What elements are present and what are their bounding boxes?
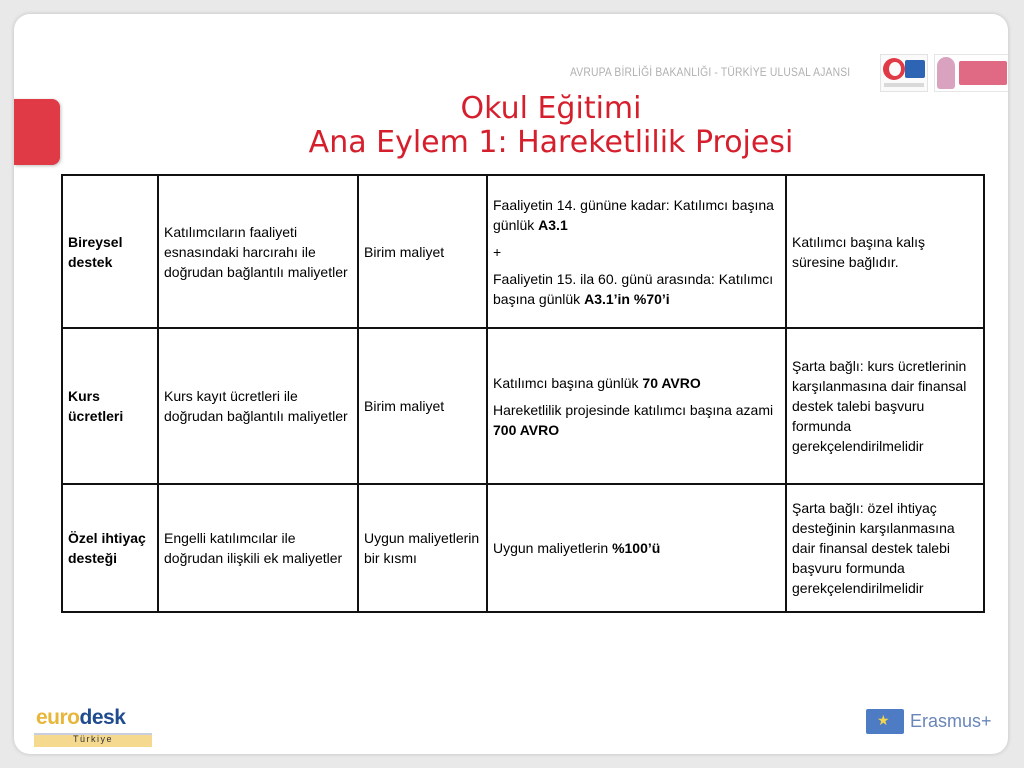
amount-value: A3.1 xyxy=(538,216,568,233)
amount-value: %100’ü xyxy=(612,540,661,556)
row-heading: Bireysel destek xyxy=(62,175,158,328)
accent-tab xyxy=(14,99,60,165)
eurodesk-logo xyxy=(34,706,152,750)
figure-icon xyxy=(937,57,955,89)
funding-mechanism: Birim maliyet xyxy=(358,175,487,328)
agency-name: AVRUPA BİRLİĞİ BAKANLIĞI - TÜRKİYE ULUSAL AJANSI xyxy=(570,65,851,79)
row-heading: Özel ihtiyaç desteği xyxy=(62,484,158,612)
amount-text: Katılımcı başına günlük xyxy=(493,374,643,391)
eu-flag-icon xyxy=(866,709,904,734)
title-line-1: Okul Eğitimi xyxy=(460,91,642,126)
erasmus-logo xyxy=(866,709,996,735)
eu-flag-icon xyxy=(905,60,925,78)
amount-text: Faaliyetin 14. gününe kadar: Katılımcı başına günlük xyxy=(493,196,774,233)
amount-paragraph xyxy=(493,373,780,393)
amount-value: A3.1’in %70’i xyxy=(584,290,670,307)
eurodesk-word-desk: desk xyxy=(79,706,126,729)
turkish-flag-icon xyxy=(883,58,905,80)
cost-description: Katılımcıların faaliyeti esnasındaki harcırahı ile doğrudan bağlantılı maliyetler xyxy=(158,175,358,328)
logo-caption xyxy=(884,83,924,87)
amount-paragraph xyxy=(493,538,780,558)
amount-value: 700 AVRO xyxy=(493,421,560,438)
plus-sign: + xyxy=(493,243,502,260)
amount-text: Hareketlilik projesinde katılımcı başına azami xyxy=(493,401,774,418)
amount-text: Faaliyetin 15. ila 60. günü arasında: Katılımcı başına günlük xyxy=(493,270,774,307)
funding-amount xyxy=(487,328,786,484)
amount-paragraph xyxy=(493,269,780,309)
allocation-rule: Katılımcı başına kalış süresine bağlıdır. xyxy=(786,175,984,328)
funding-table xyxy=(61,174,985,613)
slide xyxy=(14,14,1008,754)
allocation-rule: Şarta bağlı: kurs ücretlerinin karşılanmasına dair finansal destek talebi başvuru formunda gerekçelendirilmelidir xyxy=(786,328,984,484)
eurodesk-wordmark xyxy=(36,706,125,730)
youth-agency-logo xyxy=(934,54,1008,92)
funding-amount xyxy=(487,484,786,612)
erasmus-wordmark: Erasmus+ xyxy=(910,711,992,731)
row-heading: Kurs ücretleri xyxy=(62,328,158,484)
eurodesk-word-euro: euro xyxy=(36,706,80,729)
eurodesk-country: Türkiye xyxy=(72,734,113,744)
funding-amount xyxy=(487,175,786,328)
page-title xyxy=(214,92,888,160)
table-row xyxy=(62,484,984,612)
allocation-rule: Şarta bağlı: özel ihtiyaç desteğinin karşılanmasına dair finansal destek talebi başvuru formunda gerekçelendirilmelidir xyxy=(786,484,984,612)
cost-description: Engelli katılımcılar ile doğrudan ilişkili ek maliyetler xyxy=(158,484,358,612)
amount-value: 70 AVRO xyxy=(642,374,701,391)
table-row xyxy=(62,175,984,328)
amount-paragraph xyxy=(493,195,780,235)
amount-text: Uygun maliyetlerin xyxy=(493,540,613,556)
turkish-national-agency-logo xyxy=(880,54,928,92)
funding-mechanism: Birim maliyet xyxy=(358,328,487,484)
title-line-2: Ana Eylem 1: Hareketlilik Projesi xyxy=(308,125,794,160)
table-row xyxy=(62,328,984,484)
logo-label-box xyxy=(959,61,1007,85)
amount-paragraph xyxy=(493,400,780,440)
funding-mechanism: Uygun maliyetlerin bir kısmı xyxy=(358,484,487,612)
amount-paragraph xyxy=(493,242,780,262)
cost-description: Kurs kayıt ücretleri ile doğrudan bağlantılı maliyetler xyxy=(158,328,358,484)
